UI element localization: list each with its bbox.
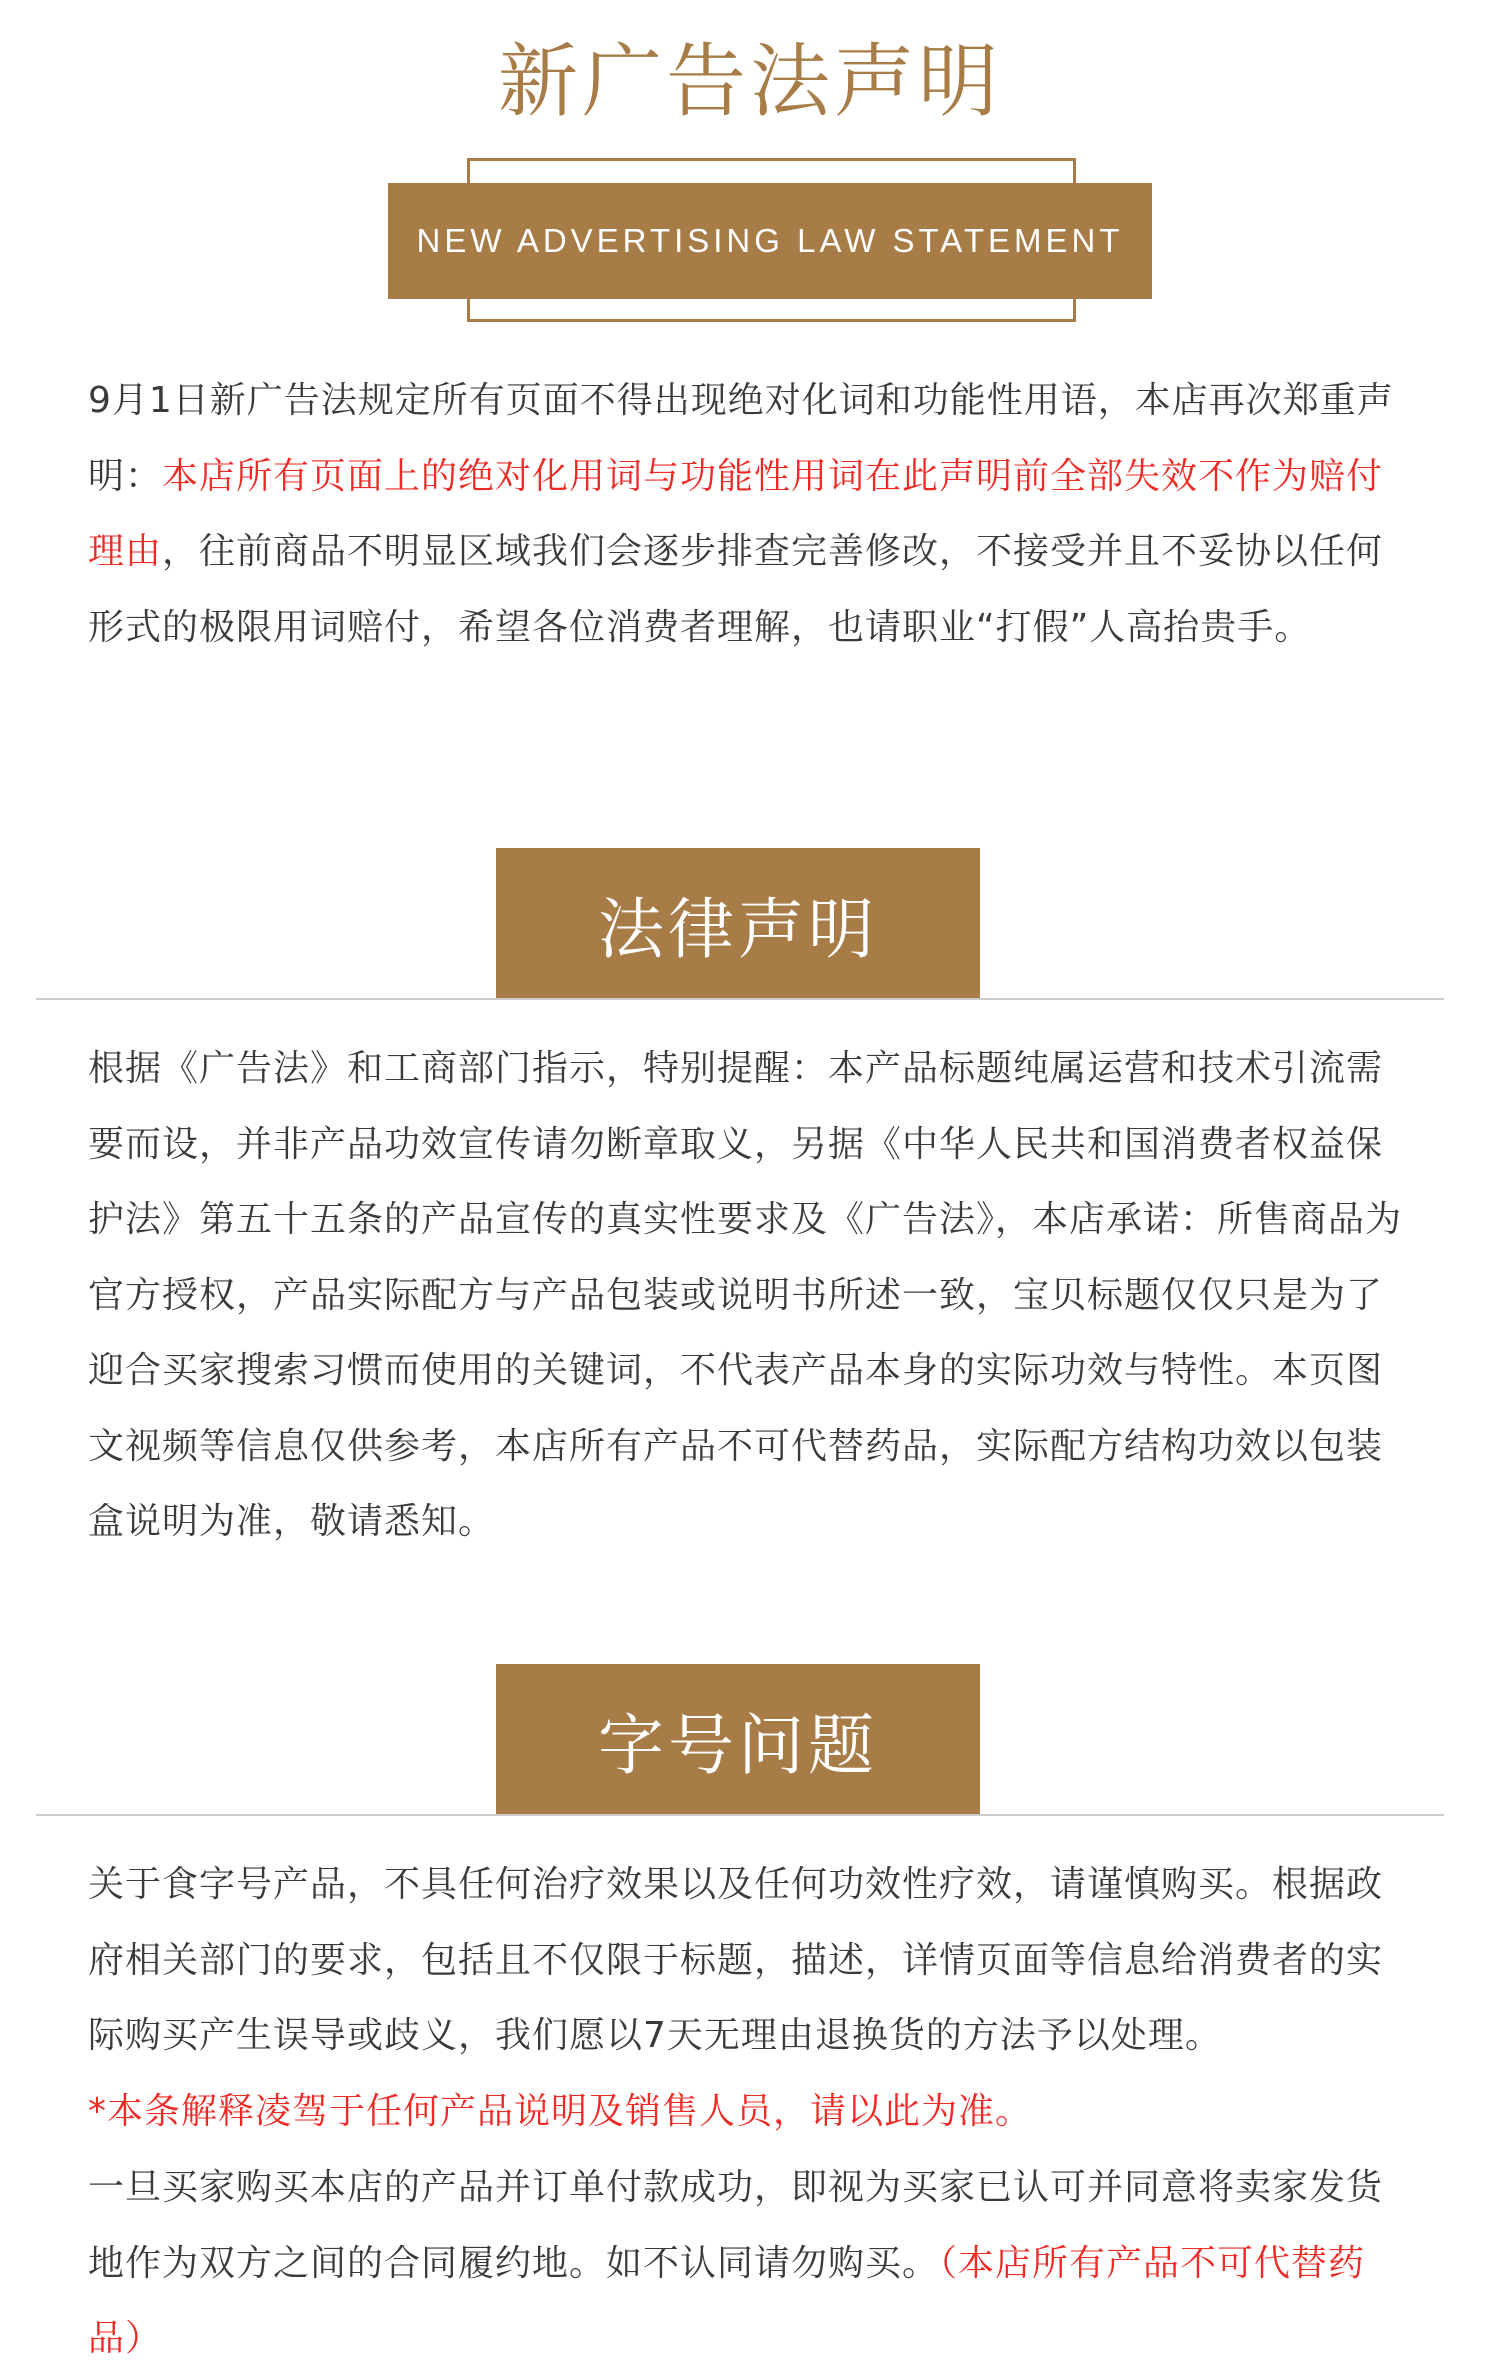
main-title: 新广告法声明 — [498, 35, 1002, 128]
font-size-note-text: *本条解释凌驾于任何产品说明及销售人员，请以此为准。 — [88, 2091, 1033, 2132]
legal-heading-text: 法律声明 — [598, 890, 878, 968]
font-size-note — [88, 2074, 1412, 2150]
font-size-section-heading — [496, 1664, 980, 1814]
font-size-text-3: 一旦买家购买本店的产品并订单付款成功，即视为买家已认可并同意将卖家发货地作为双方之间的合同履约地。如不认同请勿购买。 — [88, 2167, 1384, 2284]
font-size-heading-text: 字号问题 — [598, 1706, 878, 1784]
intro-text-end: ，往前商品不明显区域我们会逐步排查完善修改，不接受并且不妥协以任何形式的极限用词赔付，希望各位消费者理解，也请职业“打假”人高抬贵手。 — [88, 531, 1384, 648]
font-size-text-3-highlight: （本店所有产品不可代替药品） — [88, 2242, 1366, 2359]
font-size-section-rule — [36, 1814, 1444, 1816]
intro-text-start: 9月1日新广告法规定所有页面不得出现绝对化词和功能性用语，本店再次郑重声明： — [88, 380, 1394, 497]
font-size-text-1: 关于食字号产品，不具任何治疗效果以及任何功效性疗效，请谨慎购买。根据政府相关部门的要求，包括且不仅限于标题，描述，详情页面等信息给消费者的实际购买产生误导或歧义，我们愿以7天无理由退换货的方法予以处理。 — [88, 1864, 1384, 2056]
legal-section-heading — [496, 848, 980, 998]
font-size-paragraph-2 — [88, 2150, 1412, 2377]
legal-text: 根据《广告法》和工商部门指示，特别提醒：本产品标题纯属运营和技术引流需要而设，并非产品功效宣传请勿断章取义，另据《中华人民共和国消费者权益保护法》第五十五条的产品宣传的真实性要求及《广告法》，本店承诺：所售商品为官方授权，产品实际配方与产品包装或说明书所述一致，宝贝标题仅仅只是为了迎合买家搜索习惯而使用的关键词，不代表产品本身的实际功效与特性。本页图文视频等信息仅供参考，本店所有产品不可代替药品，实际配方结构功效以包装盒说明为准，敬请悉知。 — [88, 1048, 1403, 1542]
legal-section-rule — [36, 998, 1444, 1000]
subtitle-text: NEW ADVERTISING LAW STATEMENT — [416, 222, 1124, 259]
font-size-paragraph-1 — [88, 1847, 1412, 2074]
subtitle-banner — [388, 183, 1152, 299]
intro-paragraph — [88, 363, 1412, 665]
intro-text-highlight: 本店所有页面上的绝对化用词与功能性用词在此声明前全部失效不作为赔付理由 — [88, 455, 1384, 572]
legal-paragraph — [88, 1031, 1412, 1560]
